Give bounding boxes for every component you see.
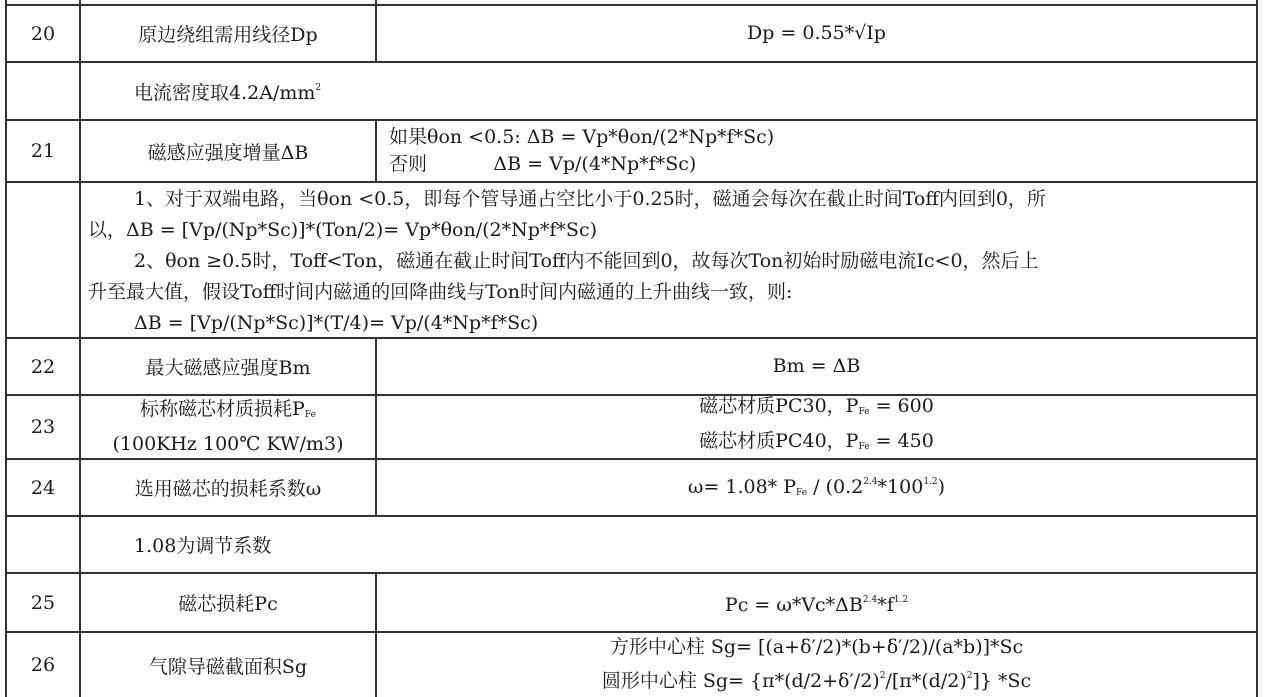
formula-line: 磁芯材质PC30，$P_{Fe} = 600$: [699, 395, 934, 417]
item-name: [81, 574, 375, 631]
row-divider: [5, 181, 1258, 183]
row-number-text: 24: [30, 476, 56, 499]
note-text: 电流密度取$4.2A/mm^2$: [134, 81, 322, 104]
row-number-text: 26: [30, 654, 56, 676]
formula-line: 方形中心柱 Sg= [(a+δ′/2)*(b+δ′/2)/(a*b)]*Sc: [609, 635, 1024, 658]
item-name-text: 气隙导磁截面积Sg: [148, 655, 308, 678]
note-line: 1、对于双端电路，当θon <0.5，即每个管导通占空比小于0.25时，磁通会每次在截止时间Toff内回到0，所: [134, 188, 1046, 210]
item-name-text: 原边绕组需用线径Dp: [138, 24, 318, 46]
row-number-text: 23: [30, 416, 56, 438]
formula-line: 圆形中心柱 $Sg= \{\pi*(d/2+\delta'/2)^2/[\pi*(d/2)^2]\}$ *Sc: [601, 669, 1032, 692]
note-text: 1.08为调节系数: [134, 535, 272, 557]
item-name: [81, 396, 375, 458]
note-line: 2、θon ≥0.5时，Toff<Ton，磁通在截止时间Toff内不能回到0，故每次Ton初始时励磁电流Ic<0，然后上: [134, 250, 1039, 272]
item-name-text: 磁芯损耗Pc: [178, 593, 278, 615]
table-border-right: [1256, 0, 1258, 697]
item-name: [81, 339, 375, 394]
row-number: [7, 339, 79, 394]
formula: [377, 339, 1256, 394]
item-name-line: 标称磁芯材质损耗$P_{Fe}$: [140, 398, 316, 420]
note-line: ΔB = [Vp/(Np*Sc)]*(T/4)= Vp/(4*Np*f*Sc): [134, 312, 539, 334]
row-number: [7, 460, 79, 515]
item-name-line: (100KHz 100℃ KW/m3): [112, 433, 344, 455]
row-number: [7, 6, 79, 61]
formula-text: Dp = 0.55*√Ip: [747, 22, 886, 44]
formula: [377, 460, 1256, 515]
row-number-text: 20: [30, 22, 56, 45]
row-number: [7, 396, 79, 458]
item-name: [81, 121, 375, 181]
row-number-text: 21: [30, 140, 56, 162]
formula: [377, 6, 1256, 61]
formula: [377, 633, 1256, 695]
item-name-text: 磁感应强度增量ΔB: [147, 141, 309, 164]
row-number-text: 22: [30, 355, 56, 378]
note-line: 以，ΔB = [Vp/(Np*Sc)]*(Ton/2)= Vp*θon/(2*Np*f*Sc): [88, 219, 598, 241]
formula-line: 如果θon <0.5: ΔB = Vp*θon/(2*Np*f*Sc): [389, 126, 775, 148]
row-number: [7, 633, 79, 697]
formula: [389, 121, 1249, 181]
item-name: [81, 633, 375, 697]
item-name: [81, 6, 375, 61]
note-row: [134, 63, 1234, 119]
formula-text: ω= 1.08* $P_{Fe} / (0.2^{2.4}*100^{1.2})$: [687, 475, 946, 498]
row-number-text: 25: [30, 591, 56, 614]
formula-text: $Pc = \omega*Vc*\Delta B^{2.4}*f^{1.2}$: [724, 593, 909, 616]
explanation-note: [88, 184, 1252, 336]
note-line: 升至最大值，假设Toff时间内磁通的回降曲线与Ton时间内磁通的上升曲线一致，则:: [88, 281, 793, 303]
formula: [377, 396, 1256, 458]
row-number: [7, 121, 79, 181]
row-number: [7, 574, 79, 631]
formula-line: 磁芯材质PC40，$P_{Fe} = 450$: [699, 430, 934, 452]
formula-text: Bm = ΔB: [772, 355, 861, 377]
item-name: [81, 460, 375, 515]
item-name-text: 选用磁芯的损耗系数ω: [134, 478, 322, 500]
note-row: [134, 517, 1234, 572]
table-column-divider-2: [375, 120, 377, 182]
formula: [377, 574, 1256, 631]
item-name-text: 最大磁感应强度Bm: [145, 357, 311, 379]
formula-line: 否则 ΔB = Vp/(4*Np*f*Sc): [389, 153, 697, 175]
